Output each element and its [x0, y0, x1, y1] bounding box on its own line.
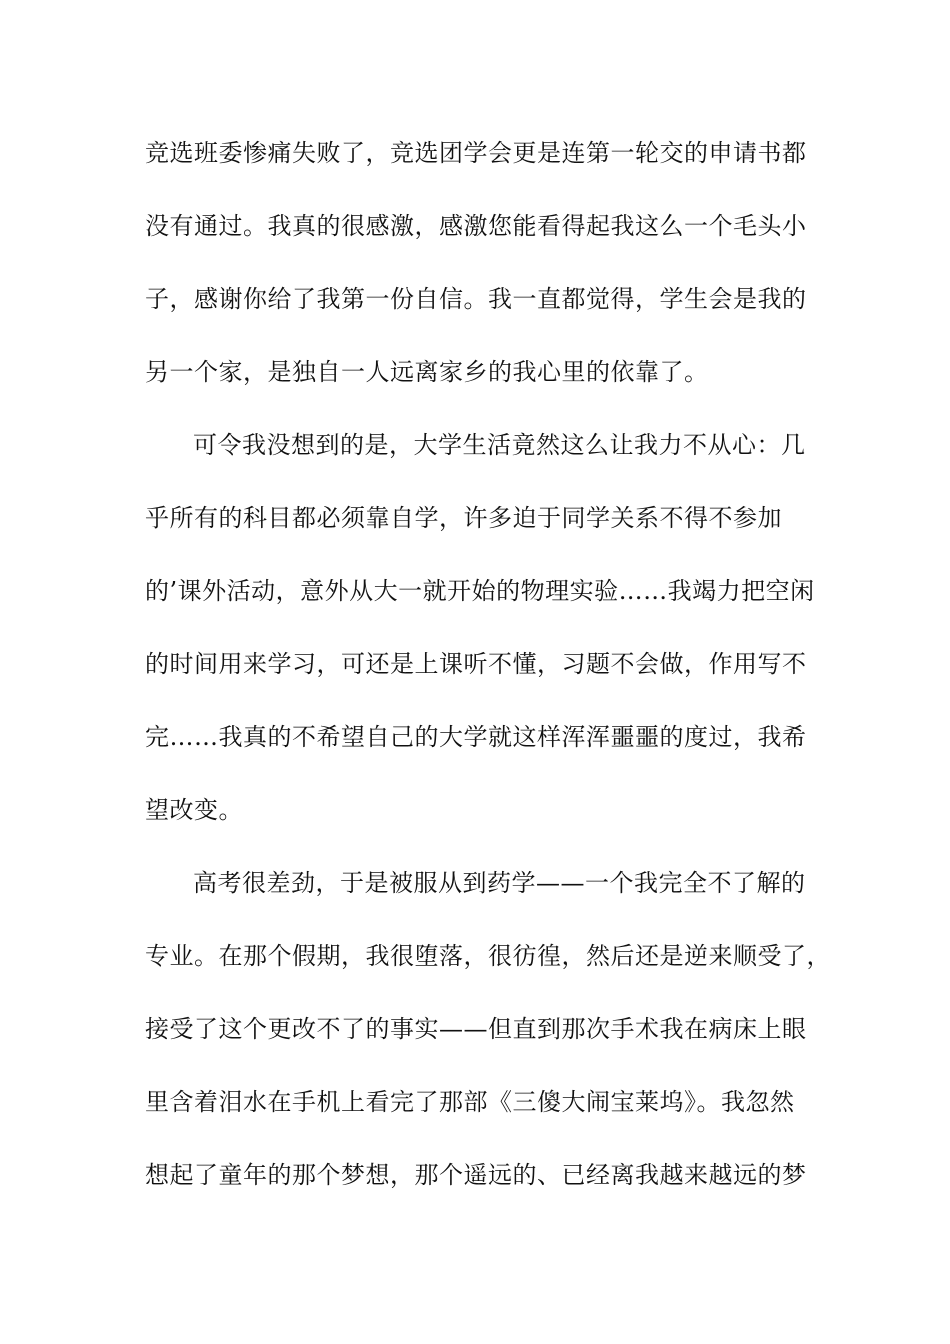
text-line: 接受了这个更改不了的事实——但直到那次手术我在病床上眼	[145, 1015, 807, 1043]
text-line: 的’课外活动，意外从大一就开始的物理实验……我竭力把空闲	[145, 577, 815, 605]
text-line: 子，感谢你给了我第一份自信。我一直都觉得，学生会是我的	[145, 285, 807, 313]
paragraph-start-line: 可令我没想到的是，大学生活竟然这么让我力不从心：几	[193, 431, 806, 459]
text-line: 另一个家，是独自一人远离家乡的我心里的依靠了。	[145, 358, 709, 386]
text-line: 乎所有的科目都必须靠自学，许多迫于同学关系不得不参加	[145, 504, 782, 532]
text-line: 没有通过。我真的很感激，感激您能看得起我这么一个毛头小	[145, 212, 807, 240]
text-line: 完……我真的不希望自己的大学就这样浑浑噩噩的度过，我希	[145, 723, 807, 751]
text-line: 望改变。	[145, 796, 243, 824]
text-line: 的时间用来学习，可还是上课听不懂，习题不会做，作用写不	[145, 650, 807, 678]
text-line: 竞选班委惨痛失败了，竞选团学会更是连第一轮交的申请书都	[145, 139, 807, 167]
text-line: 想起了童年的那个梦想，那个遥远的、已经离我越来越远的梦	[145, 1161, 807, 1189]
text-line: 专业。在那个假期，我很堕落，很彷徨，然后还是逆来顺受了，	[145, 942, 831, 970]
document-body	[145, 133, 831, 1228]
paragraph-start-line: 高考很差劲，于是被服从到药学——一个我完全不了解的	[193, 869, 806, 897]
text-line: 里含着泪水在手机上看完了那部《三傻大闹宝莱坞》。我忽然	[145, 1088, 795, 1116]
